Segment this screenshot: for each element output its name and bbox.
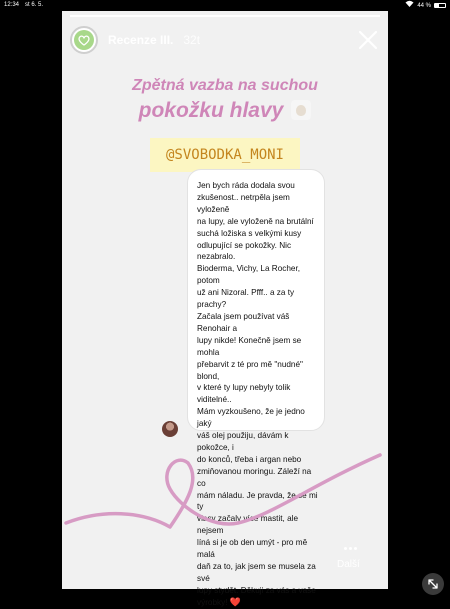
- highlight-username[interactable]: Recenze III.: [108, 33, 174, 47]
- status-bar: [0, 0, 450, 10]
- status-date: st 6. 5.: [25, 2, 44, 8]
- battery-icon: [434, 3, 446, 8]
- close-icon[interactable]: [356, 28, 380, 52]
- battery-percent: 44 %: [417, 2, 431, 9]
- story-header: [70, 25, 380, 55]
- more-dots-icon[interactable]: [344, 537, 364, 545]
- wifi-icon: [405, 0, 414, 11]
- headline-line-2: [62, 99, 388, 123]
- story-time-ago: 32t: [183, 33, 201, 47]
- highlight-avatar[interactable]: [70, 26, 98, 54]
- story-card[interactable]: [62, 11, 388, 607]
- status-time: 12:34: [4, 2, 20, 8]
- story-progress-bar: [70, 15, 380, 17]
- expand-arrows-icon[interactable]: [422, 573, 444, 595]
- heart-scribble-drawing: [62, 431, 388, 551]
- heart-outline-icon: [74, 30, 94, 50]
- status-time-date: [4, 0, 43, 10]
- story-progress-fill: [70, 15, 380, 17]
- person-emoji-icon: [291, 100, 311, 120]
- headline-line-2-text: pokožku hlavy: [138, 99, 284, 122]
- mention-sticker[interactable]: @SVOBODKA_MONI: [150, 138, 300, 172]
- message-bubble: [187, 169, 325, 607]
- headline-line-1: Zpětná vazba na suchou: [132, 77, 318, 94]
- message-text: Jen bych ráda dodala svou zkušenost.. netrpěla jsem vyloženě na lupy, ale vyloženě na brutální suchá ložiska s velkými kusy odlupující se pokožky. Nic nezabralo. Bioderma, Vichy, La Rocher, potom už ani Nizoral. Pfff.. a za ty prachy? Začala jsem používat váš Renohair a lupy nikde! Konečně jsem se mohla přebarvit z té pro mě "nudné" blond, v které ty lupy nebyly tolik viditelné.. Mám vyzkoušeno, že je jedno jaký váš olej použiju, dávám k pokožce, i do konců, třeba i argan nebo zmiňovanou moringu. Záleží na co mám náladu. Je pravda, že se mi ty vlasy začaly více mastit, ale nejsem líná si je ob den umýt - pro mě malá daň za to, jak jsem se musela za své lupy stydět. Děkuji za vás a vaše výrobky!: [197, 181, 318, 607]
- next-button[interactable]: Další: [337, 559, 360, 570]
- status-right: [405, 0, 446, 11]
- heart-emoji-icon: ❤️: [229, 596, 241, 607]
